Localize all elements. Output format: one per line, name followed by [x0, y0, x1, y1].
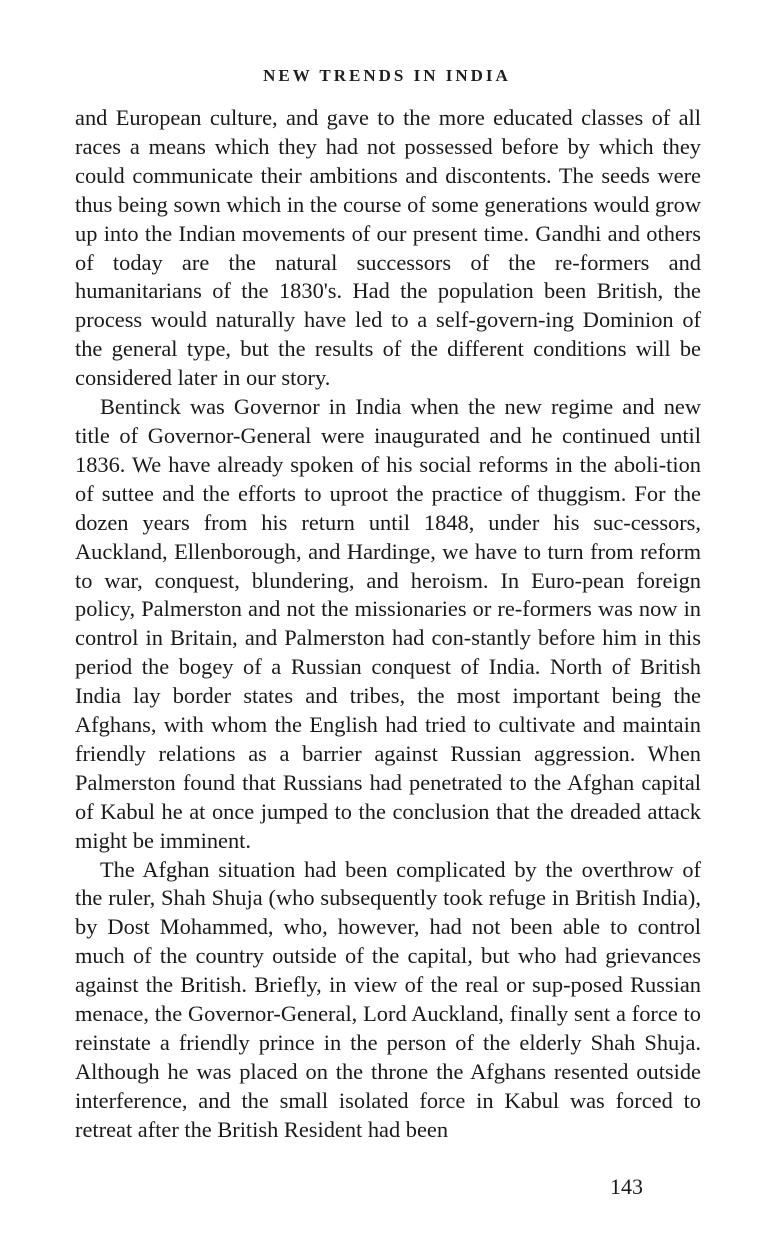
paragraph-afghan-situation: The Afghan situation had been complicated by the overthrow of the ruler, Shah Shuja (who subsequently took refuge in British India), by Dost Mohammed, who, however, had not been able to control much of the country outside of the capital, but who had grievances against the British. Briefly, in view of the real or sup-posed Russian menace, the Governor-General, Lord Auckland, finally sent a force to reinstate a friendly prince in the person of the elderly Shah Shuja. Although he was placed on the throne the Afghans resented outside interference, and the small isolated force in Kabul was forced to retreat after the British Resident had been — [75, 856, 701, 1142]
body-text — [75, 104, 701, 1145]
running-head: NEW TRENDS IN INDIA — [263, 66, 511, 85]
page-number: 143 — [610, 1174, 643, 1199]
paragraph-continuation: and European culture, and gave to the more educated classes of all races a means which they had not possessed before by which they could communicate their ambitions and discontents. The seeds were thus being sown which in the course of some generations would grow up into the Indian movements of our present time. Gandhi and others of today are the natural successors of the re-formers and humanitarians of the 1830's. Had the population been British, the process would naturally have led to a self-govern-ing Dominion of the general type, but the results of the different conditions will be considered later in our story. — [75, 105, 701, 391]
paragraph-bentinck: Bentinck was Governor in India when the new regime and new title of Governor-General were inaugurated and he continued until 1836. We have already spoken of his social reforms in the aboli-tion of suttee and the efforts to uproot the practice of thuggism. For the dozen years from his return until 1848, under his suc-cessors, Auckland, Ellenborough, and Hardinge, we have to turn from reform to war, conquest, blundering, and heroism. In Euro-pean foreign policy, Palmerston and not the missionaries or re-formers was now in control in Britain, and Palmerston had con-stantly before him in this period the bogey of a Russian conquest of India. North of British India lay border states and tribes, the most important being the Afghans, with whom the English had tried to cultivate and maintain friendly relations as a barrier against Russian aggression. When Palmerston found that Russians had penetrated to the Afghan capital of Kabul he at once jumped to the conclusion that the dreaded attack might be imminent. — [75, 394, 701, 853]
